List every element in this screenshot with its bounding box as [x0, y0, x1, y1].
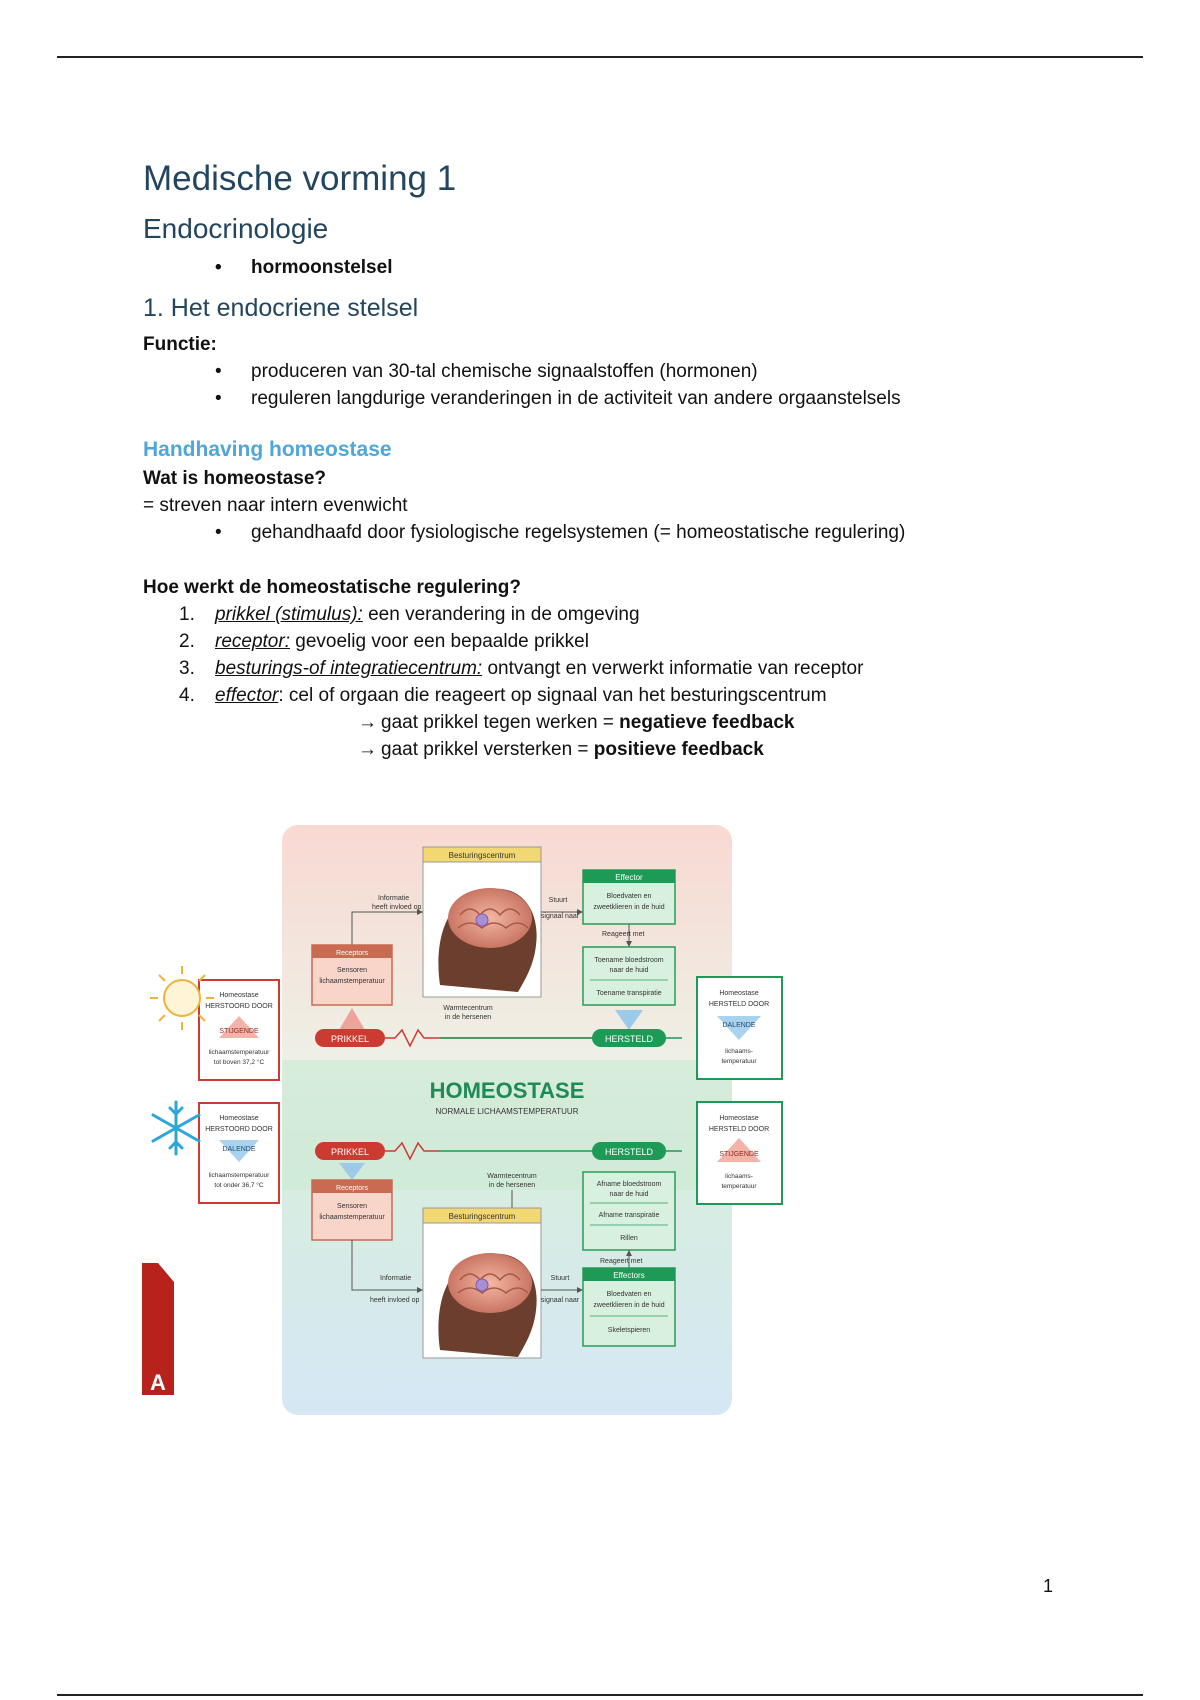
step-number: 4.: [179, 684, 195, 706]
box-text: temperatuur: [721, 1058, 757, 1065]
box-arrow-text: DALENDE: [722, 1022, 756, 1029]
arrow-right-icon: →: [358, 711, 377, 733]
box-arrow-text: STIJGENDE: [719, 1151, 759, 1158]
warmth-center-label: Warmtecentrum: [443, 1005, 493, 1012]
step-term: effector: [215, 684, 279, 706]
effector-text: Bloedvaten en: [606, 893, 652, 900]
step-number: 3.: [179, 657, 195, 679]
receptor-head: Receptors: [336, 1185, 368, 1192]
step-term: receptor:: [215, 630, 290, 652]
control-label: Besturingscentrum: [448, 1212, 516, 1221]
effector-head: Effectors: [613, 1271, 645, 1280]
prikkel-label: PRIKKEL: [330, 1034, 370, 1044]
receptor-text: Sensoren: [337, 1203, 367, 1210]
top-right-restoration-box: [697, 977, 782, 1079]
box-text: HERSTELD DOOR: [708, 1001, 770, 1008]
regulering-steps: [143, 601, 1093, 709]
box-text: Homeostase: [219, 1115, 259, 1122]
bottom-response-box: [583, 1172, 675, 1250]
receptor-text: lichaamstemperatuur: [319, 1214, 385, 1221]
top-left-disruption-box: [199, 980, 279, 1080]
signal-label: Stuurt: [548, 897, 568, 904]
effector-text: zweetklieren in de huid: [593, 904, 665, 911]
top-effector-box: [583, 870, 675, 924]
functie-list: [143, 358, 1093, 412]
prikkel-label: PRIKKEL: [330, 1147, 370, 1157]
brain-icon: [448, 1253, 532, 1313]
response-text: Afname bloedstroom: [596, 1181, 662, 1188]
response-text: naar de huid: [609, 967, 649, 974]
reacts-label: Reageert met: [602, 931, 645, 938]
arrow-right-icon: →: [358, 738, 377, 760]
response-text: Afname transpiratie: [598, 1212, 660, 1219]
top-rule: [57, 56, 1143, 58]
reacts-label: Reageert met: [600, 1258, 643, 1265]
feedback-text: gaat prikkel tegen werken =: [381, 711, 620, 733]
step-text: gevoelig voor een bepaalde prikkel: [289, 630, 589, 652]
homeostase-question: Wat is homeostase?: [143, 467, 327, 489]
warmth-center-label: in de hersenen: [488, 1182, 536, 1189]
regulering-question: Hoe werkt de homeostatische regulering?: [143, 576, 521, 598]
list-item: • gehandhaafd door fysiologische regelsystemen (= homeostatische regulering): [215, 519, 1093, 546]
receptor-text: lichaamstemperatuur: [319, 978, 385, 985]
list-item: [179, 682, 1093, 709]
hersteld-label: HERSTELD: [604, 1034, 654, 1044]
signal-label: signaal naar: [540, 913, 580, 920]
document-title: Medische vorming 1: [143, 159, 457, 198]
homeostase-definition: = streven naar intern evenwicht: [143, 494, 408, 516]
list-item: [179, 628, 1093, 655]
publisher-logo: [142, 1263, 174, 1395]
bottom-effector-box: [583, 1268, 675, 1346]
bottom-receptor-box: [312, 1180, 392, 1240]
signal-label: signaal naar: [540, 1297, 580, 1304]
step-text: ontvangt en verwerkt informatie van receptor: [482, 657, 864, 679]
box-text: lichaams-: [725, 1173, 753, 1180]
step-number: 2.: [179, 630, 195, 652]
document-body: [143, 150, 1093, 763]
info-label: Informatie: [380, 1275, 412, 1282]
box-text: HERSTOORD DOOR: [205, 1126, 273, 1133]
top-response-box: [583, 947, 675, 1005]
receptor-text: Sensoren: [337, 967, 367, 974]
info-label: heeft invloed op: [370, 1297, 420, 1304]
step-term: besturings-of integratiecentrum:: [215, 657, 483, 679]
box-text: HERSTELD DOOR: [708, 1126, 770, 1133]
positive-feedback-line: [143, 736, 1093, 763]
negative-feedback-line: [143, 709, 1093, 736]
logo-letter: A: [150, 1370, 166, 1395]
step-number: 1.: [179, 603, 195, 625]
box-text: Homeostase: [719, 990, 759, 997]
bottom-control-center: [423, 1208, 541, 1358]
step-text: : cel of orgaan die reageert op signaal van het besturingscentrum: [278, 684, 827, 706]
response-text: Rillen: [620, 1235, 638, 1242]
box-text: HERSTOORD DOOR: [205, 1003, 273, 1010]
brain-icon: [448, 888, 532, 948]
homeostasis-subtitle: NORMALE LICHAAMSTEMPERATUUR: [435, 1107, 579, 1116]
box-text: tot onder 36,7 °C: [214, 1182, 264, 1189]
list-item: [179, 601, 1093, 628]
top-receptor-box: [312, 945, 392, 1005]
list-item: • produceren van 30-tal chemische signaalstoffen (hormonen): [215, 358, 1093, 385]
box-text: tot boven 37,2 °C: [213, 1059, 265, 1066]
box-text: Homeostase: [219, 992, 259, 999]
feedback-term: negatieve feedback: [619, 711, 795, 733]
effector-text: zweetklieren in de huid: [593, 1302, 665, 1309]
bottom-rule: [57, 1694, 1143, 1696]
snowflake-icon: [153, 1102, 199, 1154]
feedback-term: positieve feedback: [593, 738, 764, 760]
response-text: Toename bloedstroom: [594, 957, 664, 964]
info-label: Informatie: [378, 895, 410, 902]
warmth-center-label: in de hersenen: [444, 1014, 492, 1021]
list-item: [179, 655, 1093, 682]
page-number: 1: [1043, 1576, 1054, 1596]
chapter-title: 1. Het endocriene stelsel: [143, 293, 419, 322]
list-item: • reguleren langdurige veranderingen in de activiteit van andere orgaanstelsels: [215, 385, 1093, 412]
info-label: heeft invloed op: [372, 904, 422, 911]
box-text: Homeostase: [719, 1115, 759, 1122]
step-text: een verandering in de omgeving: [362, 603, 640, 625]
homeostasis-title: HOMEOSTASE: [429, 1078, 585, 1103]
step-term: prikkel (stimulus):: [215, 603, 363, 625]
effector-text: Skeletspieren: [607, 1327, 651, 1334]
feedback-text: gaat prikkel versterken =: [381, 738, 594, 760]
receptor-head: Receptors: [336, 950, 368, 957]
homeostase-heading: Handhaving homeostase: [143, 437, 392, 461]
effector-head: Effector: [615, 873, 643, 882]
box-arrow-text: DALENDE: [222, 1146, 256, 1153]
box-text: lichaams-: [725, 1048, 753, 1055]
section-bullets: [143, 254, 1093, 281]
effector-text: Bloedvaten en: [606, 1291, 652, 1298]
bottom-right-restoration-box: [697, 1102, 782, 1204]
box-text: lichaamstemperatuur: [208, 1049, 270, 1056]
warmth-center-label: Warmtecentrum: [487, 1173, 537, 1180]
response-text: Toename transpiratie: [596, 990, 662, 997]
top-control-center: [423, 847, 541, 997]
signal-label: Stuurt: [550, 1275, 570, 1282]
bottom-left-disruption-box: [199, 1103, 279, 1203]
box-text: temperatuur: [721, 1183, 757, 1190]
response-text: naar de huid: [609, 1191, 649, 1198]
control-label: Besturingscentrum: [448, 851, 516, 860]
functie-label: Functie:: [143, 333, 217, 355]
hersteld-label: HERSTELD: [604, 1147, 654, 1157]
section-bullet: • hormoonstelsel: [215, 254, 1093, 281]
homeostase-list: [143, 519, 1093, 546]
section-title: Endocrinologie: [143, 213, 329, 244]
box-arrow-text: STIJGENDE: [219, 1028, 259, 1035]
homeostasis-diagram: [140, 820, 820, 1420]
box-text: lichaamstemperatuur: [208, 1172, 270, 1179]
